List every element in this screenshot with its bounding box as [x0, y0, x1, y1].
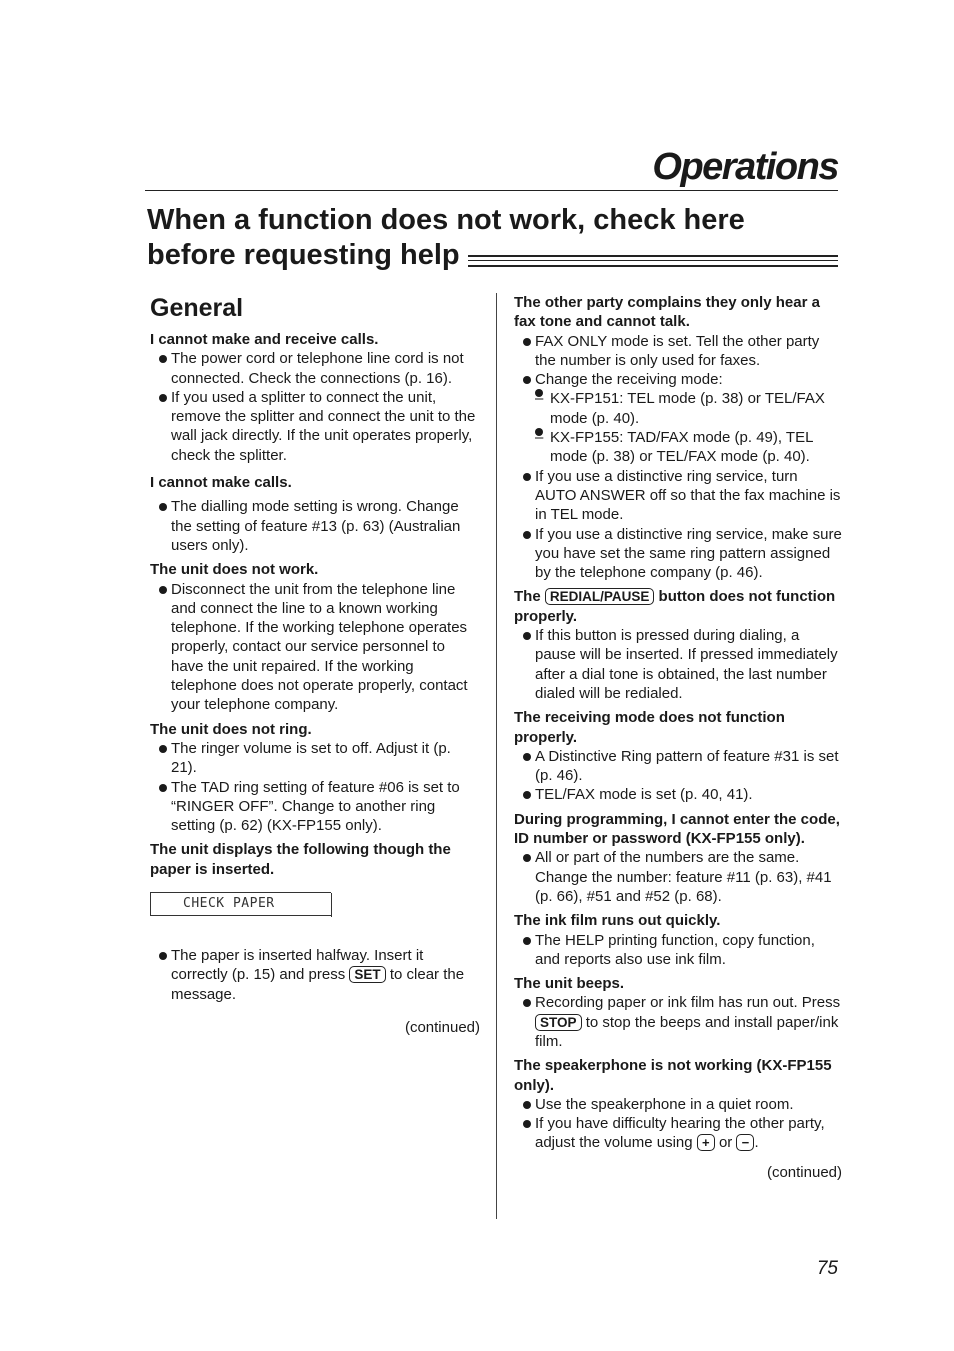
bullet-item — [514, 370, 842, 466]
left-column — [150, 293, 480, 1037]
issue-heading: The unit does not ring. — [150, 720, 312, 738]
column-divider — [496, 293, 497, 1219]
issue-heading: The speakerphone is not working (KX-FP155 only). — [514, 1057, 832, 1094]
page-title-line-1: When a function does not work, check here — [147, 204, 745, 236]
chapter-rule — [145, 190, 838, 191]
bullet-item: The TAD ring setting of feature #06 is set to “RINGER OFF”. Change to another ring setting (p. 62) (KX-FP155 only). — [150, 778, 480, 836]
bullet-item: If this button is pressed during dialing, a pause will be inserted. If pressed immediately after a dial tone is obtained, the last number dialed will be redialed. — [514, 626, 842, 703]
bullet-item: A Distinctive Ring pattern of feature #31 is set (p. 46). — [514, 747, 842, 786]
chapter-title: Operations — [652, 146, 838, 188]
bullet-text: Recording paper or ink film has run out. Press — [535, 994, 841, 1012]
issue-heading: The ink film runs out quickly. — [514, 912, 721, 930]
plus-key-icon: + — [697, 1134, 715, 1151]
title-rule — [468, 255, 838, 267]
continued-note: (continued) — [404, 1018, 480, 1036]
bullet-text: to stop the beeps and install paper/ink film. — [535, 1013, 839, 1050]
issue-heading: The receiving mode does not function properly. — [514, 709, 785, 746]
issue-heading: The other party complains they only hear a fax tone and cannot talk. — [514, 294, 820, 331]
page-title-line-2: before requesting help — [147, 239, 460, 271]
bullet-item: TEL/FAX mode is set (p. 40, 41). — [514, 785, 842, 804]
issue-block — [514, 708, 842, 804]
issue-heading: The unit does not work. — [150, 561, 319, 579]
dash-item: – KX-FP151: TEL mode (p. 38) or TEL/FAX mode (p. 40). — [535, 389, 842, 428]
bullet-item: The HELP printing function, copy function, and reports also use ink film. — [514, 931, 842, 970]
issue-heading: During programming, I cannot enter the code, ID number or password (KX-FP155 only). — [514, 810, 840, 848]
bullet-item — [514, 993, 842, 1051]
issue-heading: I cannot make calls. — [150, 474, 292, 492]
bullet-text: If you have difficulty hearing the other party, adjust the volume using — [535, 1115, 825, 1152]
continued-note: (continued) — [766, 1163, 842, 1181]
set-key-icon: SET — [349, 966, 385, 983]
heading-text: The — [514, 588, 541, 606]
bullet-text: to clear the message. — [171, 966, 465, 1003]
dash-item: – KX-FP155: TAD/FAX mode (p. 49), TEL mode (p. 38) or TEL/FAX mode (p. 40). — [535, 428, 842, 467]
bullet-item: Use the speakerphone in a quiet room. — [514, 1095, 842, 1114]
right-column — [514, 293, 842, 1182]
issue-block — [514, 810, 842, 906]
bullet-text: . — [754, 1134, 759, 1152]
minus-key-icon: − — [736, 1134, 754, 1151]
bullet-item: The ringer volume is set to off. Adjust it (p. 21). — [150, 739, 480, 778]
issue-block — [150, 560, 480, 714]
bullet-item — [150, 946, 480, 1004]
issue-block — [514, 911, 842, 969]
issue-block — [150, 840, 480, 1003]
bullet-item: Disconnect the unit from the telephone line and connect the line to a known working telephone. If the working telephone operates properly, contact our service personnel to have the unit repaired. If the working telephone does not operate properly, contact your telephone company. — [150, 580, 480, 715]
bullet-text: Change the receiving mode: — [535, 371, 723, 389]
bullet-item — [514, 1114, 842, 1153]
heading-text: button does not function properly. — [514, 588, 836, 625]
issue-heading: The unit beeps. — [514, 975, 625, 993]
issue-block — [514, 974, 842, 1051]
issue-block — [150, 720, 480, 836]
bullet-text: The paper is inserted halfway. Insert it correctly (p. 15) and press — [171, 947, 424, 984]
issue-block — [514, 587, 842, 703]
bullet-item: All or part of the numbers are the same. Change the number: feature #11 (p. 63), #41 (p. 66), #51 and #52 (p. 68). — [514, 848, 842, 906]
redial-pause-key-icon: REDIAL/PAUSE — [545, 588, 655, 605]
lcd-display-text: CHECK PAPER — [183, 896, 275, 912]
bullet-item: If you use a distinctive ring service, turn AUTO ANSWER off so that the fax machine is in TEL mode. — [514, 467, 842, 525]
issue-block — [150, 473, 480, 555]
issue-block — [514, 1056, 842, 1152]
stop-key-icon: STOP — [535, 1014, 582, 1031]
bullet-item: If you use a distinctive ring service, make sure you have set the same ring pattern assigned by the telephone company (p. 46). — [514, 525, 842, 583]
section-heading-general: General — [150, 294, 244, 322]
issue-heading: The unit displays the following though the paper is inserted. — [150, 841, 451, 878]
page-number: 75 — [816, 1258, 838, 1279]
lcd-display — [150, 892, 331, 916]
issue-heading: I cannot make and receive calls. — [150, 331, 379, 348]
issue-block — [514, 293, 842, 582]
bullet-item: If you used a splitter to connect the unit, remove the splitter and connect the unit to the wall jack directly. If the unit operates properly, check the splitter. — [150, 388, 480, 465]
bullet-item: The power cord or telephone line cord is not connected. Check the connections (p. 16). — [150, 349, 480, 388]
bullet-text: or — [718, 1134, 733, 1152]
issue-block — [150, 330, 480, 465]
bullet-item: FAX ONLY mode is set. Tell the other party the number is only used for faxes. — [514, 332, 842, 371]
issue-heading — [514, 587, 842, 626]
bullet-item: The dialling mode setting is wrong. Change the setting of feature #13 (p. 63) (Australian users only). — [150, 497, 480, 555]
